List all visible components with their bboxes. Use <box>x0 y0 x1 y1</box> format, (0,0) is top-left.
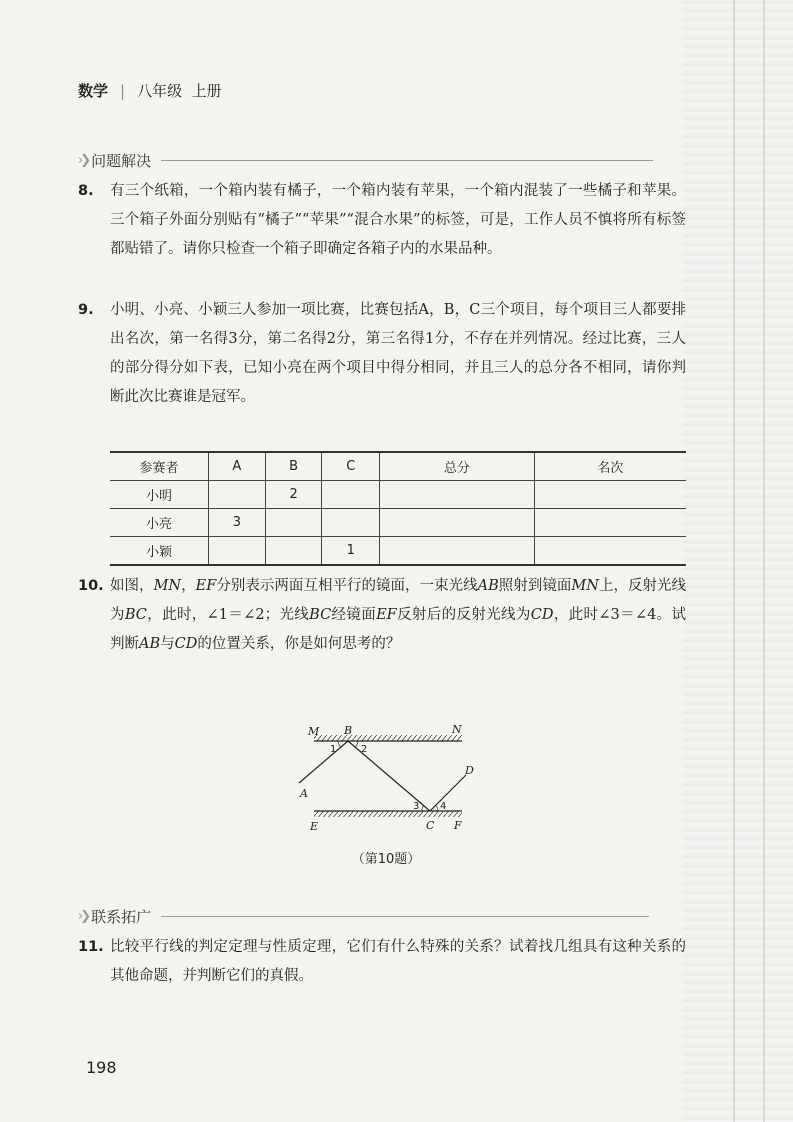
angle-3-arc <box>422 805 424 811</box>
arrow-bc <box>348 741 391 778</box>
ray-ab <box>299 741 348 783</box>
section-heading-extension <box>78 906 649 927</box>
table-cell: 小颖 <box>110 537 209 566</box>
table-header-cell: 名次 <box>534 452 686 481</box>
figure-caption: （第10题） <box>351 852 421 867</box>
running-header <box>78 80 222 101</box>
table-cell <box>209 537 266 566</box>
chevron-right-icon: ›❯ <box>78 153 89 168</box>
header-grade: 八年级 <box>137 82 183 100</box>
table-header-cell: 总分 <box>380 452 535 481</box>
mirror-reflection-figure <box>296 718 476 838</box>
header-separator: | <box>120 82 126 100</box>
scan-edge-line <box>763 0 765 1122</box>
section-title: 问题解决 <box>91 152 152 170</box>
table-cell <box>322 509 380 537</box>
problem-11 <box>78 933 686 991</box>
table-cell <box>534 481 686 509</box>
table-row <box>110 537 686 566</box>
angle-2-arc <box>355 741 358 747</box>
table-cell <box>265 509 322 537</box>
label-m: M <box>308 725 320 738</box>
section-rule <box>161 916 649 917</box>
problem-text: 比较平行线的判定定理与性质定理，它们有什么特殊的关系？试着找几组具有这种关系的其他命题，并判断它们的真假。 <box>110 939 686 984</box>
table-cell <box>534 537 686 566</box>
section-heading-problem-solving <box>78 150 653 171</box>
table-header-row <box>110 452 686 481</box>
chevron-right-icon: ›❯ <box>78 909 89 924</box>
table-header-cell: C <box>322 452 380 481</box>
table-cell <box>534 509 686 537</box>
angle-label-4: 4 <box>440 801 447 812</box>
arrow-cd <box>430 777 464 811</box>
section-title: 联系拓广 <box>91 908 152 926</box>
angle-label-1: 1 <box>330 744 337 755</box>
table-header-cell: B <box>265 452 322 481</box>
angle-label-2: 2 <box>361 744 368 755</box>
table-cell <box>265 537 322 566</box>
problem-text: 有三个纸箱，一个箱内装有橘子，一个箱内装有苹果，一个箱内混装了一些橘子和苹果。三个箱子外面分别贴有“橘子”“苹果”“混合水果”的标签，可是，工作人员不慎将所有标签都贴错了。请你只检查一个箱子即确定各箱子内的水果品种。 <box>110 183 686 257</box>
table-cell: 3 <box>209 509 266 537</box>
table-cell: 1 <box>322 537 380 566</box>
problem-9 <box>78 296 686 412</box>
table-cell <box>380 481 535 509</box>
angle-1-arc <box>338 741 341 747</box>
table-cell <box>322 481 380 509</box>
problem-number: 11. <box>78 939 104 955</box>
table-cell: 2 <box>265 481 322 509</box>
page-number: 198 <box>86 1058 117 1077</box>
table-header-cell: 参赛者 <box>110 452 209 481</box>
header-volume: 上册 <box>191 82 222 100</box>
label-b: B <box>344 724 353 737</box>
table-cell <box>380 537 535 566</box>
problem-text: 小明、小亮、小颖三人参加一项比赛，比赛包括A，B，C三个项目，每个项目三人都要排出名次，第一名得3分，第二名得2分，第三名得1分，不存在并列情况。经过比赛，三人的部分得分如下表，已知小亮在两个项目中得分相同，并且三人的总分各不相同，请你判断此次比赛谁是冠军。 <box>110 302 686 405</box>
label-a: A <box>300 787 308 800</box>
problem-text: 如图，MN，EF分别表示两面互相平行的镜面，一束光线AB照射到镜面MN上，反射光线为BC，此时，∠1＝∠2；光线BC经镜面EF反射后的反射光线为CD，此时∠3＝∠4。试判断AB与CD的位置关系，你是如何思考的？ <box>110 578 687 652</box>
score-table <box>110 451 686 566</box>
label-e: E <box>310 820 319 833</box>
problem-number: 8. <box>78 183 94 199</box>
table-cell <box>209 481 266 509</box>
scan-edge-line <box>733 0 735 1122</box>
problem-number: 10. <box>78 578 104 594</box>
label-n: N <box>452 723 462 736</box>
section-rule <box>161 160 653 161</box>
table-row <box>110 481 686 509</box>
header-subject: 数学 <box>78 82 109 100</box>
arrow-ab <box>299 763 322 783</box>
scanned-page-edge <box>683 0 793 1122</box>
label-d: D <box>465 764 474 777</box>
table-cell <box>380 509 535 537</box>
table-cell: 小亮 <box>110 509 209 537</box>
table-header-cell: A <box>209 452 266 481</box>
label-c: C <box>426 819 435 832</box>
mirror-mn-hatching <box>314 735 462 741</box>
label-f: F <box>454 819 462 832</box>
problem-10 <box>78 572 686 659</box>
problem-number: 9. <box>78 302 94 318</box>
table-row <box>110 509 686 537</box>
angle-label-3: 3 <box>413 801 420 812</box>
problem-8 <box>78 177 686 264</box>
table-cell: 小明 <box>110 481 209 509</box>
